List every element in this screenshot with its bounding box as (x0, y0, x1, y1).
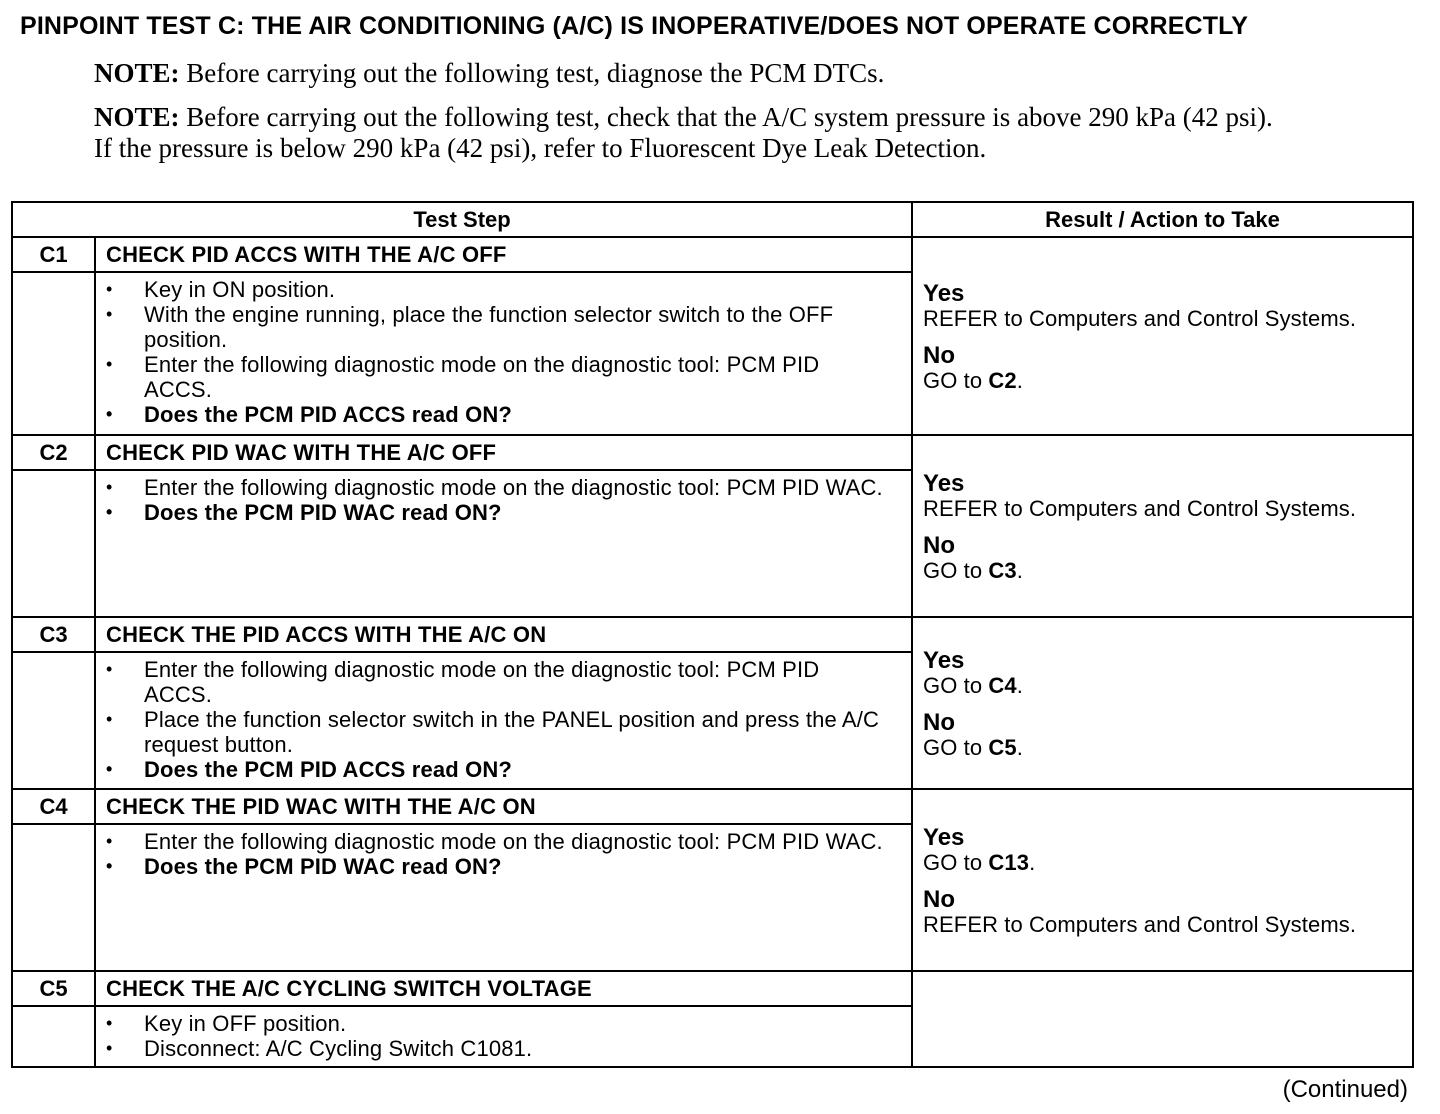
note (94, 58, 1294, 89)
result-action (923, 913, 1402, 937)
step-id-spacer (12, 652, 95, 789)
instruction-list (96, 273, 911, 427)
step-title: CHECK THE A/C CYCLING SWITCH VOLTAGE (95, 971, 912, 1006)
instruction-item: • Enter the following diagnostic mode on the diagnostic tool: PCM PID ACCS. (106, 657, 891, 707)
result-action-text: REFER to Computers and Control Systems. (923, 306, 1357, 331)
result-action (923, 307, 1402, 331)
step-title-row (12, 971, 1413, 1006)
continued-label: (Continued) (1282, 1076, 1408, 1103)
result-option (923, 825, 1402, 875)
result-cell (912, 971, 1413, 1067)
result-cell (912, 237, 1413, 435)
result-cell (912, 435, 1413, 617)
result-action (923, 736, 1402, 760)
instruction-question: • Does the PCM PID ACCS read ON? (106, 757, 891, 782)
result-action-text: REFER to Computers and Control Systems. (923, 496, 1357, 521)
instruction-list (96, 471, 911, 525)
result-action-suffix: . (1016, 368, 1023, 393)
column-header-test-step: Test Step (12, 202, 912, 237)
instruction-list (96, 825, 911, 879)
table-header-row (12, 202, 1413, 237)
result-option (923, 533, 1402, 583)
instruction-item: • With the engine running, place the function selector switch to the OFF position. (106, 302, 891, 352)
result-step-ref: C13 (988, 850, 1030, 875)
result-action (923, 369, 1402, 393)
instruction-item: • Key in OFF position. (106, 1011, 891, 1036)
result-cell (912, 617, 1413, 789)
result-step-ref: C5 (988, 735, 1017, 760)
result-option (923, 281, 1402, 331)
table-body (12, 237, 1413, 1067)
instruction-item: • Enter the following diagnostic mode on the diagnostic tool: PCM PID WAC. (106, 829, 891, 854)
page-title: PINPOINT TEST C: THE AIR CONDITIONING (A/C) IS INOPERATIVE/DOES NOT OPERATE CORRECTLY (20, 12, 1249, 40)
result-answer: Yes (923, 280, 965, 307)
note (94, 102, 1294, 164)
step-id: C3 (12, 617, 95, 652)
result-option (923, 471, 1402, 521)
instruction-item: • Enter the following diagnostic mode on the diagnostic tool: PCM PID ACCS. (106, 352, 891, 402)
instruction-list (96, 1007, 911, 1061)
result-step-ref: C4 (988, 673, 1017, 698)
result-option (923, 648, 1402, 698)
step-title: CHECK THE PID WAC WITH THE A/C ON (95, 789, 912, 824)
result-action-suffix: . (1029, 850, 1036, 875)
step-id: C5 (12, 971, 95, 1006)
result-answer: Yes (923, 647, 965, 674)
step-id-spacer (12, 272, 95, 435)
result-answer: No (923, 709, 956, 736)
step-instructions (95, 1006, 912, 1067)
instruction-item: • Key in ON position. (106, 277, 891, 302)
result-cell (912, 789, 1413, 971)
step-instructions (95, 652, 912, 789)
instruction-question: • Does the PCM PID ACCS read ON? (106, 402, 891, 427)
step-title: CHECK THE PID ACCS WITH THE A/C ON (95, 617, 912, 652)
result-action-text: GO to (923, 850, 989, 875)
step-title: CHECK PID WAC WITH THE A/C OFF (95, 435, 912, 470)
step-id: C1 (12, 237, 95, 272)
result-answer: Yes (923, 824, 965, 851)
instruction-question: • Does the PCM PID WAC read ON? (106, 854, 891, 879)
step-id-spacer (12, 470, 95, 617)
result-action-suffix: . (1016, 673, 1023, 698)
instruction-question: • Does the PCM PID WAC read ON? (106, 500, 891, 525)
step-title: CHECK PID ACCS WITH THE A/C OFF (95, 237, 912, 272)
result-action (923, 497, 1402, 521)
step-id-spacer (12, 1006, 95, 1067)
result-option (923, 343, 1402, 393)
result-action-text: GO to (923, 558, 989, 583)
result-step-ref: C3 (988, 558, 1017, 583)
result-action-text: REFER to Computers and Control Systems. (923, 912, 1357, 937)
result-option (923, 710, 1402, 760)
result-option (923, 887, 1402, 937)
result-action-text: GO to (923, 735, 989, 760)
result-action (923, 851, 1402, 875)
step-title-row (12, 617, 1413, 652)
instruction-item: • Enter the following diagnostic mode on the diagnostic tool: PCM PID WAC. (106, 475, 891, 500)
note-text: Before carrying out the following test, diagnose the PCM DTCs. (179, 58, 885, 88)
result-action-text: GO to (923, 673, 989, 698)
instruction-item: • Place the function selector switch in the PANEL position and press the A/C request button. (106, 707, 891, 757)
result-answer: No (923, 342, 956, 369)
result-step-ref: C2 (988, 368, 1017, 393)
step-title-row (12, 435, 1413, 470)
step-title-row (12, 789, 1413, 824)
step-instructions (95, 272, 912, 435)
step-title-row (12, 237, 1413, 272)
result-action (923, 559, 1402, 583)
result-answer: No (923, 886, 956, 913)
result-action-suffix: . (1016, 558, 1023, 583)
step-id-spacer (12, 824, 95, 971)
pinpoint-test-table (11, 201, 1414, 1068)
note-label: NOTE: (94, 58, 180, 88)
result-action-suffix: . (1016, 735, 1023, 760)
result-answer: Yes (923, 470, 965, 497)
step-instructions (95, 470, 912, 617)
result-action-text: GO to (923, 368, 989, 393)
instruction-item: • Disconnect: A/C Cycling Switch C1081. (106, 1036, 891, 1061)
column-header-result: Result / Action to Take (912, 202, 1413, 237)
instruction-list (96, 653, 911, 782)
step-id: C2 (12, 435, 95, 470)
step-instructions (95, 824, 912, 971)
note-text: Before carrying out the following test, check that the A/C system pressure is above 290 kPa (42 psi). If the pressure is below 290 kPa (42 psi), refer to Fluorescent Dye Leak Detection. (94, 102, 1273, 163)
result-action (923, 674, 1402, 698)
result-answer: No (923, 532, 956, 559)
note-label: NOTE: (94, 102, 180, 132)
step-id: C4 (12, 789, 95, 824)
